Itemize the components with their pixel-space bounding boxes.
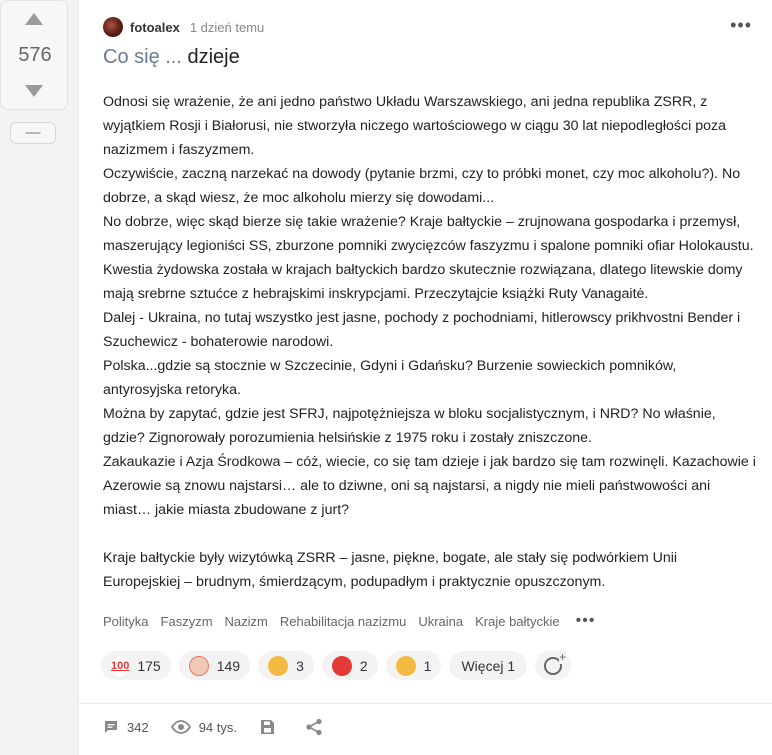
- more-tags-icon[interactable]: •••: [575, 612, 596, 629]
- angry-face-icon: [332, 656, 352, 676]
- paragraph: Dalej - Ukraina, no tutaj wszystko jest jasne, pochody z pochodniami, hitlerowscy prikhvostni Bender i Szuchewicz - bohaterowie narodowi.: [103, 310, 741, 350]
- clown-face-icon: [189, 656, 209, 676]
- paragraph: Odnosi się wrażenie, że ani jedno państwo Układu Warszawskiego, ani jedna republika ZSRR, z wyjątkiem Rosji i Białorusi, nie stworzyła niczego wartościowego w ciągu 30 lat niepodległości poza nazizmem i faszyzmem.: [103, 94, 726, 158]
- tag-item[interactable]: Rehabilitacja nazizmu: [279, 613, 407, 629]
- post-time: 1 dzień temu: [189, 19, 265, 35]
- divider: [79, 703, 772, 704]
- reaction-thinking[interactable]: [258, 651, 314, 680]
- avatar[interactable]: [103, 17, 123, 37]
- hundred-points-icon: 100: [111, 656, 129, 676]
- author-name[interactable]: fotoalex: [130, 19, 180, 35]
- eye-icon: [171, 720, 191, 734]
- paragraph: Zakaukazie i Azja Środkowa – cóż, wiecie, co się tam dzieje i jak bardzo się tam rozwinęli. Kazachowie i Azerowie są znowu najstarsi… ale to dziwne, oni są najstarsi, a nigdy nie mieli państwowości ani miast… jakie miasta zbudowane z jurt?: [103, 454, 756, 518]
- more-reactions-button[interactable]: Więcej 1: [449, 651, 527, 680]
- reaction-count: 3: [296, 657, 304, 674]
- save-icon: [259, 719, 275, 735]
- paragraph: Kraje bałtyckie były wizytówką ZSRR – jasne, piękne, bogate, ale stały się podwórkiem Unii Europejskiej – brudnym, śmierdzącym, podupadłym i praktycznie opuszczonym.: [103, 550, 678, 590]
- view-count: 94 tys.: [198, 719, 237, 735]
- post-title-part2: dzieje: [187, 46, 240, 68]
- tag-item[interactable]: Polityka: [103, 613, 149, 629]
- share-icon: [305, 718, 323, 736]
- reaction-hundred[interactable]: [101, 651, 171, 680]
- add-reaction-button[interactable]: [535, 651, 571, 680]
- paragraph: Polska...gdzie są stocznie w Szczecinie, Gdyni i Gdańsku? Burzenie sowieckich pomników, antyrosyjska retoryka.: [103, 358, 677, 398]
- reaction-count: 1: [423, 657, 432, 674]
- tag-item[interactable]: Faszyzm: [160, 613, 213, 629]
- comments-button[interactable]: [103, 719, 149, 735]
- reaction-count: 2: [359, 657, 368, 674]
- collapse-button[interactable]: —: [10, 122, 56, 144]
- paragraph: Można by zapytać, gdzie jest SFRJ, najpotężniejsza w bloku socjalistycznym, i NRD? No właśnie, gdzie? Zignorowały porozumienia helsińskie z 1975 roku i zostały zniszczone.: [103, 406, 716, 446]
- vote-count: 576: [18, 44, 52, 66]
- tag-item[interactable]: Nazizm: [224, 613, 268, 629]
- tag-item[interactable]: Kraje bałtyckie: [475, 613, 560, 629]
- views-counter: [171, 720, 237, 735]
- comment-icon: [103, 719, 119, 735]
- comment-count: 342: [127, 719, 149, 735]
- share-button[interactable]: [305, 718, 331, 736]
- post-title[interactable]: [103, 46, 240, 69]
- reaction-count: 149: [216, 657, 241, 674]
- thinking-face-icon: [268, 656, 288, 676]
- post-menu-icon[interactable]: •••: [730, 15, 752, 35]
- post-footer: [103, 718, 353, 736]
- post-card: [78, 0, 772, 755]
- woozy-face-icon: [396, 656, 416, 676]
- vote-box: [0, 0, 68, 110]
- post-header: [103, 16, 264, 38]
- tag-item[interactable]: Ukraina: [418, 613, 464, 629]
- reaction-count: 175: [137, 657, 161, 674]
- reaction-bar: [101, 651, 579, 680]
- paragraph: No dobrze, więc skąd bierze się takie wrażenie? Kraje bałtyckie – zrujnowana gospodarka i przemysł, maszerujący legioniści SS, zburzone pomniki zwycięzców faszyzmu i spalone pomniki ofiar Holokaustu. Kwestia żydowska została w krajach bałtyckich bardzo skutecznie rozwiązana, dlatego litewskie domy mają srebrne sztućce z hebrajskimi inskrypcjami. Przeczytajcie książki Ruty Vanagaitė.: [103, 214, 754, 302]
- upvote-arrow-icon[interactable]: [25, 13, 43, 25]
- reaction-woozy[interactable]: [386, 651, 442, 680]
- reaction-angry[interactable]: [322, 651, 378, 680]
- paragraph-gap: [103, 522, 757, 546]
- post-body: [103, 90, 757, 594]
- paragraph: Oczywiście, zaczną narzekać na dowody (pytanie brzmi, czy to próbki monet, czy moc alkoholu?). No dobrze, a skąd wiesz, że moc alkoholu mierzy się dowodami...: [103, 166, 741, 206]
- reaction-clown[interactable]: [179, 651, 250, 680]
- save-button[interactable]: [259, 719, 283, 735]
- add-emoji-icon: [544, 657, 562, 675]
- downvote-arrow-icon[interactable]: [25, 85, 43, 97]
- post-title-part1: Co się ...: [103, 46, 182, 68]
- tag-list: [103, 612, 607, 630]
